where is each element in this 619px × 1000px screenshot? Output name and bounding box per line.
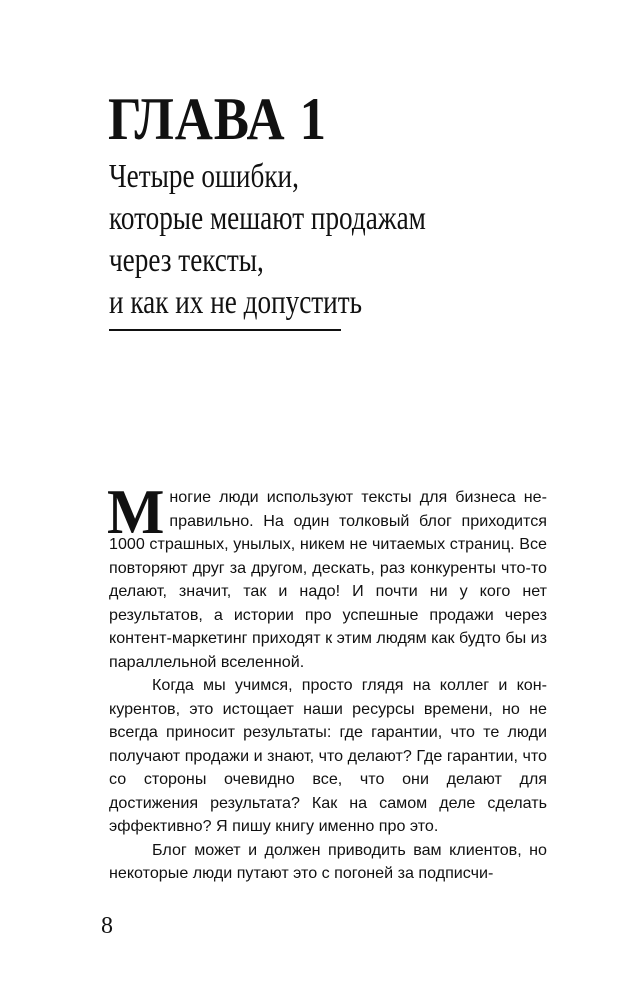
chapter-title (109, 156, 426, 324)
chapter-title-line: и как их не допустить (109, 284, 363, 321)
drop-cap: М (107, 476, 165, 547)
chapter-title-line: через тексты, (109, 242, 264, 279)
chapter-title-line: Четыре ошибки, (109, 158, 299, 195)
paragraph-2: Когда мы учимся, просто глядя на коллег и конкурентов, это истощает наши ресурсы времени, но не всегда приносит результаты: где гарантии, что те люди получают продажи и знают, что делают? Где гарантии, что со стороны очевидно все, что они делают для достижения результата? Как на самом деле сделать эффективно? Я пишу книгу именно про это. (109, 676, 547, 835)
paragraph-3: Блог может и должен приводить вам клиентов, но некоторые люди путают это с погоней за подписчи- (109, 840, 547, 882)
title-divider (109, 329, 341, 331)
chapter-title-line: которые мешают продажам (109, 200, 426, 237)
page-number: 8 (101, 913, 113, 939)
chapter-label: ГЛАВА 1 (108, 86, 327, 152)
body-text (107, 476, 547, 886)
paragraph-1-text: ногие люди используют тексты для бизнеса неправильно. На один толковый блог приходится 1000 страшных, унылых, никем не читаемых страниц. Все повторяют друг за другом, дескать, раз конкуренты что-то делают, значит, так и надо! И почти ни у кого нет результатов, а истории про успешные продажи через контент-маркетинг приходят к этим людям как будто бы из параллельной вселенной. (109, 488, 547, 671)
paragraph-1 (107, 476, 547, 674)
